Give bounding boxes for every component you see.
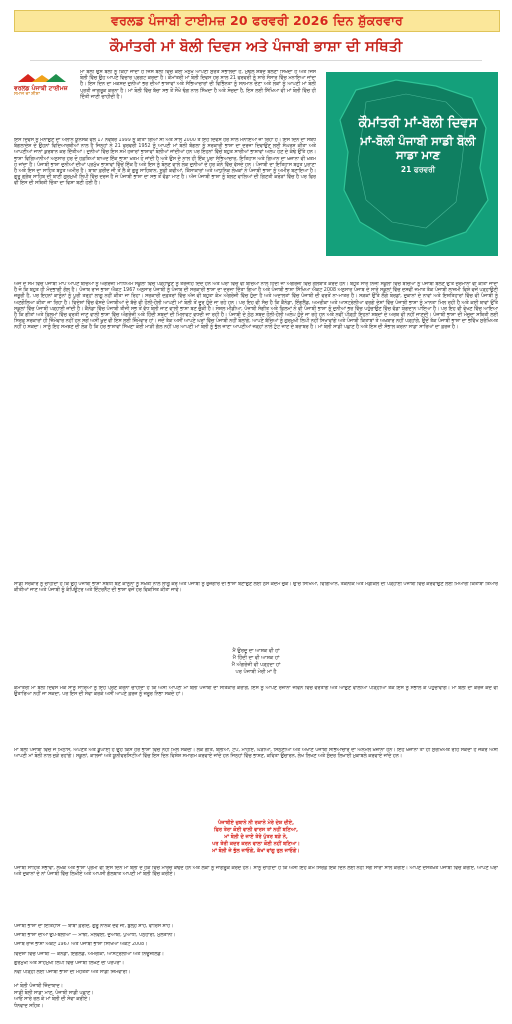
poster-subtitle: ਮਾਂ-ਬੋਲੀ ਪੰਜਾਬੀ ਸਾਡੀ ਬੋਲੀ ਸਾਡਾ ਮਾਣ xyxy=(360,134,476,162)
closing-line: ਧੰਨਵਾਦ ਸਹਿਤ। xyxy=(14,1003,44,1009)
poem-line: ਪਰ ਪੰਜਾਬੀ ਮੇਰੀ ਮਾਂ ਹੈ xyxy=(235,669,277,675)
masthead-banner: ਵਰਲਡ ਪੰਜਾਬੀ ਟਾਈਮਜ਼ 20 ਫਰਵਰੀ 2026 ਦਿਨ ਸ਼ੁੱਕਰਵਾਰ xyxy=(14,10,500,32)
logo-emblem-icon xyxy=(14,71,72,85)
main-paragraph: ਇਸ ਦਿਵਸ ਨੂੰ ਮਨਾਉਣ ਦਾ ਐਲਾਨ ਯੂਨੈਸਕੋ ਵੱਲੋਂ 17 ਨਵੰਬਰ 1999 ਨੂੰ ਕੀਤਾ ਗਿਆ ਸੀ ਅਤੇ ਸਾਲ 2000 ਤੋਂ ਇਹ ਦਿਵਸ ਹਰ ਸਾਲ ਮਨਾਇਆ ਜਾ ਰਿਹਾ ਹੈ। ਇਸ ਦਿਨ ਦਾ ਸੰਬੰਧ ਬੰਗਲਾਦੇਸ਼ ਦੇ ਉਹਨਾਂ ਵਿਦਿਆਰਥੀਆਂ ਨਾਲ ਹੈ ਜਿਨ੍ਹਾਂ ਨੇ 21 ਫਰਵਰੀ 1952 ਨੂੰ ਆਪਣੀ ਮਾਂ ਬੋਲੀ ਬੰਗਲਾ ਨੂੰ ਸਰਕਾਰੀ ਭਾਸ਼ਾ ਦਾ ਦਰਜਾ ਦਿਵਾਉਣ ਲਈ ਸੰਘਰਸ਼ ਕੀਤਾ ਅਤੇ ਆਪਣੀਆਂ ਜਾਨਾਂ ਕੁਰਬਾਨ ਕਰ ਦਿੱਤੀਆਂ। ਦੁਨੀਆਂ ਵਿੱਚ ਇਸ ਸਮੇਂ ਹਜ਼ਾਰਾਂ ਭਾਸ਼ਾਵਾਂ ਬੋਲੀਆਂ ਜਾਂਦੀਆਂ ਹਨ ਪਰ ਇਹਨਾਂ ਵਿੱਚੋਂ ਬਹੁਤ ਸਾਰੀਆਂ ਭਾਸ਼ਾਵਾਂ ਅਲੋਪ ਹੋਣ ਦੇ ਕੰਢੇ ਉੱਤੇ ਹਨ। ਭਾਸ਼ਾ ਵਿਗਿਆਨੀਆਂ ਅਨੁਸਾਰ ਹਰ ਦੋ ਹਫ਼ਤਿਆਂ ਬਾਅਦ ਇੱਕ ਭਾਸ਼ਾ ਖ਼ਤਮ ਹੋ ਜਾਂਦੀ ਹੈ ਅਤੇ ਉਸ ਦੇ ਨਾਲ ਹੀ ਇੱਕ ਪੂਰਾ ਸੱਭਿਆਚਾਰ, ਇਤਿਹਾਸ ਅਤੇ ਗਿਆਨ ਦਾ ਖ਼ਜ਼ਾਨਾ ਵੀ ਖ਼ਤਮ ਹੋ ਜਾਂਦਾ ਹੈ। ਪੰਜਾਬੀ ਭਾਸ਼ਾ ਦੁਨੀਆਂ ਦੀਆਂ ਪ੍ਰਮੁੱਖ ਭਾਸ਼ਾਵਾਂ ਵਿੱਚੋਂ ਇੱਕ ਹੈ ਅਤੇ ਇਸ ਨੂੰ ਬੋਲਣ ਵਾਲੇ ਲੋਕ ਦੁਨੀਆਂ ਦੇ ਹਰ ਕੋਨੇ ਵਿੱਚ ਵੱਸਦੇ ਹਨ। ਪੰਜਾਬੀ ਦਾ ਇਤਿਹਾਸ ਬਹੁਤ ਪੁਰਾਣਾ ਹੈ ਅਤੇ ਇਸ ਦਾ ਸਾਹਿਤ ਬਹੁਤ ਅਮੀਰ ਹੈ। ਬਾਬਾ ਫ਼ਰੀਦ ਜੀ ਤੋਂ ਲੈ ਕੇ ਗੁਰੂ ਸਾਹਿਬਾਨ, ਸੂਫ਼ੀ ਕਵੀਆਂ, ਕਿੱਸਾਕਾਰਾਂ ਅਤੇ ਆਧੁਨਿਕ ਲੇਖਕਾਂ ਨੇ ਪੰਜਾਬੀ ਭਾਸ਼ਾ ਨੂੰ ਅਮੀਰ ਬਣਾਇਆ ਹੈ। ਗੁਰੂ ਗ੍ਰੰਥ ਸਾਹਿਬ ਦੀ ਬਾਣੀ ਗੁਰਮੁਖੀ ਲਿਪੀ ਵਿੱਚ ਦਰਜ ਹੈ ਜੋ ਪੰਜਾਬੀ ਭਾਸ਼ਾ ਦਾ ਸਭ ਤੋਂ ਵੱਡਾ ਮਾਣ ਹੈ। ਅੱਜ ਪੰਜਾਬੀ ਭਾਸ਼ਾ ਨੂੰ ਬੋਲਣ ਵਾਲਿਆਂ ਦੀ ਗਿਣਤੀ ਕਰੋੜਾਂ ਵਿੱਚ ਹੈ ਪਰ ਫਿਰ ਵੀ ਇਸ ਦੀ ਸਥਿਤੀ ਚਿੰਤਾ ਦਾ ਵਿਸ਼ਾ ਬਣੀ ਹੋਈ ਹੈ। xyxy=(14,138,316,187)
poem-line: ਫਿਰ ਤੇਰਾ ਕੋਈ ਵਾਲੀ ਵਾਰਸ ਤਾਂ ਨਹੀਂ ਬਣਿਆ, xyxy=(213,827,299,833)
poem-stanza-2 xyxy=(0,820,512,855)
list-item: ਨਵੀਂ ਪੀੜ੍ਹੀ ਲਈ ਪੰਜਾਬੀ ਭਾਸ਼ਾ ਦੀ ਮਹੱਤਤਾ ਅਤੇ ਸਾਡੀ ਜ਼ਿੰਮੇਵਾਰੀ। xyxy=(14,969,131,975)
poster-title: ਕੌਮਾਂਤਰੀ ਮਾਂ-ਬੋਲੀ ਦਿਵਸ xyxy=(358,116,478,131)
headline-divider xyxy=(30,60,482,61)
body-paragraph-3: ਕੌਮਾਂਤਰੀ ਮਾਂ ਬੋਲੀ ਦਿਵਸ ਮੌਕੇ ਸਾਨੂੰ ਸਾਰਿਆਂ ਨੂੰ ਇਹ ਪ੍ਰਣ ਕਰਨਾ ਚਾਹੀਦਾ ਹੈ ਕਿ ਅਸੀਂ ਆਪਣੀ ਮਾਂ ਬੋਲੀ ਪੰਜਾਬੀ ਦਾ ਸਤਿਕਾਰ ਕਰਾਂਗੇ, ਇਸ ਨੂੰ ਆਪਣੇ ਰੋਜ਼ਾਨਾ ਜੀਵਨ ਵਿੱਚ ਵਰਤਾਂਗੇ ਅਤੇ ਆਉਣ ਵਾਲੀਆਂ ਪੀੜ੍ਹੀਆਂ ਤੱਕ ਇਸ ਨੂੰ ਸੰਭਾਲ ਕੇ ਪਹੁੰਚਾਵਾਂਗੇ। ਮਾਂ ਬੋਲੀ ਦਾ ਕਰਜ਼ ਕਦੇ ਵੀ ਉਤਾਰਿਆ ਨਹੀਂ ਜਾ ਸਕਦਾ, ਪਰ ਇਸ ਦੀ ਸੇਵਾ ਕਰਕੇ ਅਸੀਂ ਆਪਣੇ ਫ਼ਰਜ਼ ਨੂੰ ਜ਼ਰੂਰ ਨਿਭਾ ਸਕਦੇ ਹਾਂ। xyxy=(14,686,498,698)
article-headline: ਕੌਮਾਂਤਰੀ ਮਾਂ ਬੋਲੀ ਦਿਵਸ ਅਤੇ ਪੰਜਾਬੀ ਭਾਸ਼ਾ ਦੀ ਸਥਿਤੀ xyxy=(109,39,403,55)
body-paragraph-2: ਸਾਡੀ ਸਰਕਾਰ ਨੂੰ ਚਾਹੀਦਾ ਹੈ ਕਿ ਉਹ ਪੰਜਾਬੀ ਭਾਸ਼ਾ ਸੰਬੰਧੀ ਬਣੇ ਕਾਨੂੰਨਾਂ ਨੂੰ ਸਖ਼ਤੀ ਨਾਲ ਲਾਗੂ ਕਰੇ ਅਤੇ ਪੰਜਾਬੀ ਨੂੰ ਰੁਜ਼ਗਾਰ ਦੀ ਭਾਸ਼ਾ ਬਣਾਉਣ ਲਈ ਠੋਸ ਕਦਮ ਚੁੱਕੇ। ਉੱਚ ਸਿੱਖਿਆ, ਵਿਗਿਆਨ, ਤਕਨੀਕ ਅਤੇ ਮੈਡੀਕਲ ਦੀ ਪੜ੍ਹਾਈ ਪੰਜਾਬੀ ਵਿੱਚ ਕਰਵਾਉਣ ਲਈ ਮਿਆਰੀ ਕਿਤਾਬਾਂ ਤਿਆਰ ਕੀਤੀਆਂ ਜਾਣ ਅਤੇ ਪੰਜਾਬੀ ਨੂੰ ਕੰਪਿਊਟਰ ਅਤੇ ਇੰਟਰਨੈੱਟ ਦੀ ਭਾਸ਼ਾ ਵਜੋਂ ਹੋਰ ਵਿਕਸਿਤ ਕੀਤਾ ਜਾਵੇ। xyxy=(14,582,498,594)
body-paragraph-1: ਅੱਜ ਦੇ ਸਮੇਂ ਵਿੱਚ ਪੰਜਾਬੀ ਮਾਪੇ ਆਪਣੇ ਬੱਚਿਆਂ ਨੂੰ ਅੰਗਰੇਜ਼ੀ ਮਾਧਿਅਮ ਸਕੂਲਾਂ ਵਿੱਚ ਪੜ੍ਹਾਉਣ ਨੂੰ ਤਰਜੀਹ ਦਿੰਦੇ ਹਨ ਅਤੇ ਘਰਾਂ ਵਿੱਚ ਵੀ ਬੱਚਿਆਂ ਨਾਲ ਹਿੰਦੀ ਜਾਂ ਅੰਗਰੇਜ਼ੀ ਵਿੱਚ ਗੱਲਬਾਤ ਕਰਦੇ ਹਨ। ਬਹੁਤ ਸਾਰੇ ਨਿੱਜੀ ਸਕੂਲਾਂ ਵਿੱਚ ਬੱਚਿਆਂ ਨੂੰ ਪੰਜਾਬੀ ਬੋਲਣ ਉੱਤੇ ਜੁਰਮਾਨਾ ਵੀ ਕੀਤਾ ਜਾਂਦਾ ਹੈ ਜੋ ਕਿ ਬਹੁਤ ਹੀ ਮੰਦਭਾਗੀ ਗੱਲ ਹੈ। ਪੰਜਾਬ ਰਾਜ ਭਾਸ਼ਾ ਐਕਟ 1967 ਅਨੁਸਾਰ ਪੰਜਾਬੀ ਨੂੰ ਪੰਜਾਬ ਦੀ ਸਰਕਾਰੀ ਭਾਸ਼ਾ ਦਾ ਦਰਜਾ ਦਿੱਤਾ ਗਿਆ ਹੈ ਅਤੇ ਪੰਜਾਬੀ ਭਾਸ਼ਾ ਸਿੱਖਿਆ ਐਕਟ 2008 ਅਨੁਸਾਰ ਪੰਜਾਬ ਦੇ ਸਾਰੇ ਸਕੂਲਾਂ ਵਿੱਚ ਦਸਵੀਂ ਜਮਾਤ ਤੱਕ ਪੰਜਾਬੀ ਲਾਜ਼ਮੀ ਵਿਸ਼ੇ ਵਜੋਂ ਪੜ੍ਹਾਉਣੀ ਜ਼ਰੂਰੀ ਹੈ, ਪਰ ਇਹਨਾਂ ਕਾਨੂੰਨਾਂ ਨੂੰ ਪੂਰੀ ਤਰ੍ਹਾਂ ਲਾਗੂ ਨਹੀਂ ਕੀਤਾ ਜਾ ਰਿਹਾ। ਸਰਕਾਰੀ ਦਫ਼ਤਰਾਂ ਵਿੱਚ ਅੱਜ ਵੀ ਬਹੁਤਾ ਕੰਮ ਅੰਗਰੇਜ਼ੀ ਵਿੱਚ ਹੁੰਦਾ ਹੈ ਅਤੇ ਅਦਾਲਤਾਂ ਵਿੱਚ ਪੰਜਾਬੀ ਦੀ ਵਰਤੋਂ ਨਾ-ਮਾਤਰ ਹੈ। ਸੜਕਾਂ ਉੱਤੇ ਲੱਗੇ ਬੋਰਡਾਂ, ਦੁਕਾਨਾਂ ਦੇ ਨਾਵਾਂ ਅਤੇ ਇਸ਼ਤਿਹਾਰਾਂ ਵਿੱਚ ਵੀ ਪੰਜਾਬੀ ਨੂੰ ਅਣਗੌਲਿਆ ਕੀਤਾ ਜਾ ਰਿਹਾ ਹੈ। ਵਿਦੇਸ਼ਾਂ ਵਿੱਚ ਵੱਸਦੇ ਪੰਜਾਬੀਆਂ ਦੇ ਬੱਚੇ ਵੀ ਹੌਲੀ-ਹੌਲੀ ਆਪਣੀ ਮਾਂ ਬੋਲੀ ਤੋਂ ਦੂਰ ਹੁੰਦੇ ਜਾ ਰਹੇ ਹਨ। ਪਰ ਇਹ ਵੀ ਸੱਚ ਹੈ ਕਿ ਕੈਨੇਡਾ, ਇੰਗਲੈਂਡ, ਅਮਰੀਕਾ ਅਤੇ ਆਸਟ੍ਰੇਲੀਆ ਵਰਗੇ ਦੇਸ਼ਾਂ ਵਿੱਚ ਪੰਜਾਬੀ ਭਾਸ਼ਾ ਨੂੰ ਮਾਨਤਾ ਮਿਲ ਰਹੀ ਹੈ ਅਤੇ ਕਈ ਥਾਵਾਂ ਉੱਤੇ ਸਕੂਲਾਂ ਵਿੱਚ ਪੰਜਾਬੀ ਪੜ੍ਹਾਈ ਜਾਂਦੀ ਹੈ। ਕੈਨੇਡਾ ਵਿੱਚ ਪੰਜਾਬੀ ਤੀਜੀ ਸਭ ਤੋਂ ਵੱਧ ਬੋਲੀ ਜਾਣ ਵਾਲੀ ਭਾਸ਼ਾ ਬਣ ਚੁੱਕੀ ਹੈ। ਸੋਸ਼ਲ ਮੀਡੀਆ, ਪੰਜਾਬੀ ਸੰਗੀਤ ਅਤੇ ਫ਼ਿਲਮਾਂ ਨੇ ਵੀ ਪੰਜਾਬੀ ਭਾਸ਼ਾ ਨੂੰ ਦੁਨੀਆਂ ਭਰ ਵਿੱਚ ਪਹੁੰਚਾਉਣ ਵਿੱਚ ਵੱਡਾ ਯੋਗਦਾਨ ਪਾਇਆ ਹੈ। ਪਰ ਇਹ ਵੀ ਵੇਖਣ ਵਿੱਚ ਆਇਆ ਹੈ ਕਿ ਗੀਤਾਂ ਅਤੇ ਫ਼ਿਲਮਾਂ ਵਿੱਚ ਵਰਤੀ ਜਾਣ ਵਾਲੀ ਭਾਸ਼ਾ ਵਿੱਚ ਅੰਗਰੇਜ਼ੀ ਅਤੇ ਹਿੰਦੀ ਸ਼ਬਦਾਂ ਦੀ ਮਿਲਾਵਟ ਵਧਦੀ ਜਾ ਰਹੀ ਹੈ। ਪੰਜਾਬੀ ਦੇ ਠੇਠ ਸ਼ਬਦ ਹੌਲੀ-ਹੌਲੀ ਅਲੋਪ ਹੁੰਦੇ ਜਾ ਰਹੇ ਹਨ ਅਤੇ ਨਵੀਂ ਪੀੜ੍ਹੀ ਇਹਨਾਂ ਸ਼ਬਦਾਂ ਦੇ ਅਰਥ ਵੀ ਨਹੀਂ ਜਾਣਦੀ। ਪੰਜਾਬੀ ਭਾਸ਼ਾ ਦੀ ਮੌਜੂਦਾ ਸਥਿਤੀ ਲਈ ਸਿਰਫ਼ ਸਰਕਾਰਾਂ ਹੀ ਜ਼ਿੰਮੇਵਾਰ ਨਹੀਂ ਹਨ ਸਗੋਂ ਅਸੀਂ ਖ਼ੁਦ ਵੀ ਇਸ ਲਈ ਜ਼ਿੰਮੇਵਾਰ ਹਾਂ। ਜਦੋਂ ਤੱਕ ਅਸੀਂ ਆਪਣੇ ਘਰਾਂ ਵਿੱਚ ਪੰਜਾਬੀ ਨਹੀਂ ਬੋਲਾਂਗੇ, ਆਪਣੇ ਬੱਚਿਆਂ ਨੂੰ ਗੁਰਮੁਖੀ ਲਿਪੀ ਨਹੀਂ ਸਿਖਾਵਾਂਗੇ ਅਤੇ ਪੰਜਾਬੀ ਕਿਤਾਬਾਂ ਤੇ ਅਖ਼ਬਾਰ ਨਹੀਂ ਪੜ੍ਹਾਂਗੇ, ਉਦੋਂ ਤੱਕ ਪੰਜਾਬੀ ਭਾਸ਼ਾ ਦਾ ਭਵਿੱਖ ਸੁਰੱਖਿਅਤ ਨਹੀਂ ਹੋ ਸਕਦਾ। ਸਾਨੂੰ ਇਹ ਸਮਝਣ ਦੀ ਲੋੜ ਹੈ ਕਿ ਹੋਰ ਭਾਸ਼ਾਵਾਂ ਸਿੱਖਣਾ ਕੋਈ ਮਾੜੀ ਗੱਲ ਨਹੀਂ ਪਰ ਆਪਣੀ ਮਾਂ ਬੋਲੀ ਨੂੰ ਭੁੱਲ ਜਾਣਾ ਆਪਣੀਆਂ ਜੜ੍ਹਾਂ ਨਾਲੋਂ ਟੁੱਟ ਜਾਣ ਦੇ ਬਰਾਬਰ ਹੈ। ਮਾਂ ਬੋਲੀ ਸਾਡੀ ਪਛਾਣ ਹੈ ਅਤੇ ਇਸ ਦੀ ਸੰਭਾਲ ਕਰਨਾ ਸਾਡਾ ਸਾਰਿਆਂ ਦਾ ਫ਼ਰਜ਼ ਹੈ। xyxy=(14,282,498,331)
list-item: ਪੰਜਾਬ ਰਾਜ ਭਾਸ਼ਾ ਐਕਟ 1967 ਅਤੇ ਪੰਜਾਬੀ ਭਾਸ਼ਾ ਸਿੱਖਿਆ ਐਕਟ 2008। xyxy=(14,942,148,948)
poster-date: 21 ਫਰਵਰੀ xyxy=(400,165,436,174)
body-paragraph-4: ਮਾਂ ਬੋਲੀ ਪੰਜਾਬੀ ਵਿੱਚ ਜੋ ਮਿਠਾਸ, ਅਪਣੱਤ ਅਤੇ ਡੂੰਘਾਈ ਹੈ ਉਹ ਕਿਸੇ ਹੋਰ ਭਾਸ਼ਾ ਵਿੱਚ ਨਹੀਂ ਮਿਲ ਸਕਦੀ। ਲੋਕ ਗੀਤ, ਬੋਲੀਆਂ, ਟੱਪੇ, ਮਾਹੀਏ, ਘੋੜੀਆਂ, ਸਿੱਠਣੀਆਂ ਅਤੇ ਅਖਾਣ ਪੰਜਾਬੀ ਸੱਭਿਆਚਾਰ ਦਾ ਅਨਮੋਲ ਖ਼ਜ਼ਾਨਾ ਹਨ। ਇਹ ਖ਼ਜ਼ਾਨਾ ਤਾਂ ਹੀ ਸੁਰੱਖਿਅਤ ਰਹਿ ਸਕਦਾ ਹੈ ਜੇਕਰ ਅਸੀਂ ਆਪਣੀ ਮਾਂ ਬੋਲੀ ਨਾਲ ਜੁੜੇ ਰਹਾਂਗੇ। ਸਕੂਲਾਂ, ਕਾਲਜਾਂ ਅਤੇ ਯੂਨੀਵਰਸਿਟੀਆਂ ਵਿੱਚ ਇਸ ਦਿਨ ਵਿਸ਼ੇਸ਼ ਸਮਾਗਮ ਕਰਵਾਏ ਜਾਂਦੇ ਹਨ ਜਿਨ੍ਹਾਂ ਵਿੱਚ ਭਾਸ਼ਣ, ਕਵਿਤਾ ਉਚਾਰਨ, ਲੇਖ ਲਿਖਣ ਅਤੇ ਸੁੰਦਰ ਲਿਖਾਈ ਮੁਕਾਬਲੇ ਕਰਵਾਏ ਜਾਂਦੇ ਹਨ। xyxy=(14,748,498,760)
poem-line: ਮਾਂ ਬੋਲੀ ਜੇ ਭੁੱਲ ਜਾਓਗੇ, ਕੱਖਾਂ ਵਾਂਗੂ ਰੁਲ ਜਾਓਗੇ। xyxy=(212,848,300,854)
list-item: ਵਿਦੇਸ਼ਾਂ ਵਿੱਚ ਪੰਜਾਬੀ — ਕੈਨੇਡਾ, ਇੰਗਲੈਂਡ, ਅਮਰੀਕਾ, ਆਸਟ੍ਰੇਲੀਆ ਅਤੇ ਨਿਊਜ਼ੀਲੈਂਡ। xyxy=(14,951,164,957)
closing-lines xyxy=(14,984,314,1010)
topic-list xyxy=(14,924,498,979)
list-item: ਪੰਜਾਬੀ ਭਾਸ਼ਾ ਦਾ ਇਤਿਹਾਸ — ਬਾਬਾ ਫ਼ਰੀਦ, ਗੁਰੂ ਨਾਨਕ ਦੇਵ ਜੀ, ਬੁੱਲ੍ਹੇ ਸ਼ਾਹ, ਵਾਰਿਸ ਸ਼ਾਹ। xyxy=(14,924,174,929)
poem-line: ਮੈਂ ਅੰਗਰੇਜ਼ੀ ਵੀ ਪੜ੍ਹਦਾ ਹਾਂ xyxy=(231,662,281,668)
logo-name: ਵਰਲਡ ਪੰਜਾਬੀ ਟਾਈਮਜ਼ xyxy=(14,85,68,92)
intro-paragraph: ਮਾਂ ਬੋਲੀ ਉਸ ਬੋਲੀ ਨੂੰ ਕਿਹਾ ਜਾਂਦਾ ਹੈ ਜਿਸ ਬੋਲੀ ਵਿੱਚ ਕੋਈ ਮਨੁੱਖ ਆਪਣੀ ਸੁਰਤ ਸੰਭਾਲਦਾ ਹੈ, ਮੁਢਲੇ ਸ਼ਬਦ ਬੋਲਣਾ ਸਿੱਖਦਾ ਹੈ ਅਤੇ ਜਿਸ ਬੋਲੀ ਵਿੱਚ ਉਹ ਆਪਣੇ ਵਿਚਾਰ ਪ੍ਰਗਟ ਕਰਦਾ ਹੈ। ਕੌਮਾਂਤਰੀ ਮਾਂ ਬੋਲੀ ਦਿਵਸ ਹਰ ਸਾਲ 21 ਫਰਵਰੀ ਨੂੰ ਸਾਰੇ ਸੰਸਾਰ ਵਿੱਚ ਮਨਾਇਆ ਜਾਂਦਾ ਹੈ। ਇਸ ਦਿਨ ਦਾ ਮਕਸਦ ਦੁਨੀਆਂ ਭਰ ਦੀਆਂ ਭਾਸ਼ਾਵਾਂ ਅਤੇ ਸੱਭਿਆਚਾਰਾਂ ਦੀ ਵਿਭਿੰਨਤਾ ਨੂੰ ਸਨਮਾਨ ਦੇਣਾ ਅਤੇ ਲੋਕਾਂ ਨੂੰ ਆਪਣੀ ਮਾਂ ਬੋਲੀ ਪ੍ਰਤੀ ਜਾਗਰੂਕ ਕਰਨਾ ਹੈ। ਮਾਂ ਬੋਲੀ ਵਿੱਚ ਬੱਚਾ ਸਭ ਤੋਂ ਸੌਖੇ ਢੰਗ ਨਾਲ ਸਿੱਖਦਾ ਹੈ ਅਤੇ ਸੋਚਦਾ ਹੈ, ਇਸ ਲਈ ਸਿੱਖਿਆ ਵੀ ਮਾਂ ਬੋਲੀ ਵਿੱਚ ਹੀ ਦਿੱਤੀ ਜਾਣੀ ਚਾਹੀਦੀ ਹੈ। xyxy=(80,70,316,100)
poem-line: ਮੈਂ ਉਰਦੂ ਦਾ ਆਸ਼ਕ ਵੀ ਹਾਂ xyxy=(232,648,280,654)
newspaper-logo xyxy=(14,71,72,98)
poster-text xyxy=(352,116,484,175)
poem-line: ਮਾਂ ਬੋਲੀ ਦੇ ਜਾਏ ਤੇਰੇ ਪੁੱਤਰ ਬੜੇ ਨੇ, xyxy=(224,834,288,840)
poem-line: ਮੈਂ ਹਿੰਦੀ ਦਾ ਵੀ ਆਸ਼ਕ ਹਾਂ xyxy=(232,655,280,661)
list-item: ਗੁਰਮੁਖੀ ਅਤੇ ਸ਼ਾਹਮੁਖੀ ਲਿਪੀ ਵਿੱਚ ਪੰਜਾਬੀ ਲਿਖਣ ਦੀ ਪਰੰਪਰਾ। xyxy=(14,960,124,966)
poem-line: ਪਰ ਤੇਰੀ ਕਦਰ ਕਰਨ ਵਾਲਾ ਕੋਈ ਨਹੀਂ ਬਣਿਆ। xyxy=(212,841,300,847)
logo-tagline: ਸਮਾਜ ਦਾ ਸ਼ੀਸ਼ਾ xyxy=(14,92,40,97)
poem-stanza-1 xyxy=(0,648,512,676)
closing-line: ਸਾਡੀ ਬੋਲੀ ਸਾਡਾ ਮਾਣ, ਪੰਜਾਬੀ ਸਾਡੀ ਪਛਾਣ। xyxy=(14,990,94,996)
body-paragraph-5: ਪੰਜਾਬੀ ਸਾਹਿਤ ਸਭਾਵਾਂ, ਲੇਖਕ ਅਤੇ ਭਾਸ਼ਾ ਪ੍ਰੇਮੀ ਵੀ ਇਸ ਦਿਨ ਮਾਂ ਬੋਲੀ ਦੇ ਹੱਕ ਵਿੱਚ ਮਾਰਚ ਕੱਢਦੇ ਹਨ ਅਤੇ ਲੋਕਾਂ ਨੂੰ ਜਾਗਰੂਕ ਕਰਦੇ ਹਨ। ਸਾਨੂੰ ਚਾਹੀਦਾ ਹੈ ਕਿ ਅਸੀਂ ਇਹ ਕੰਮ ਸਿਰਫ਼ ਇੱਕ ਦਿਨ ਲਈ ਨਹੀਂ ਸਗੋਂ ਸਾਰਾ ਸਾਲ ਕਰੀਏ। ਆਪਣੇ ਦਸਤਖ਼ਤ ਪੰਜਾਬੀ ਵਿੱਚ ਕਰੀਏ, ਆਪਣੇ ਘਰਾਂ ਅਤੇ ਦੁਕਾਨਾਂ ਦੇ ਨਾਂ ਪੰਜਾਬੀ ਵਿੱਚ ਲਿਖੀਏ ਅਤੇ ਆਪਸੀ ਗੱਲਬਾਤ ਆਪਣੀ ਮਾਂ ਬੋਲੀ ਵਿੱਚ ਕਰੀਏ। xyxy=(14,866,498,878)
closing-line: ਮਾਂ ਬੋਲੀ ਪੰਜਾਬੀ ਜ਼ਿੰਦਾਬਾਦ। xyxy=(14,984,63,989)
closing-line: ਆਓ ਸਾਰੇ ਰਲ ਕੇ ਮਾਂ ਬੋਲੀ ਦੀ ਸੇਵਾ ਕਰੀਏ। xyxy=(14,997,91,1002)
mother-language-day-poster xyxy=(326,72,498,256)
list-item: ਪੰਜਾਬੀ ਭਾਸ਼ਾ ਦੀਆਂ ਉਪ-ਬੋਲੀਆਂ — ਮਾਝੀ, ਮਲਵਈ, ਦੁਆਬੀ, ਪੁਆਧੀ, ਪੋਠੋਹਾਰੀ, ਮੁਲਤਾਨੀ। xyxy=(14,933,176,939)
poem-line: ਪੰਜਾਬੀਏ ਜ਼ੁਬਾਨੇ ਨੀ ਰਕਾਨੇ ਮੇਰੇ ਦੇਸ਼ ਦੀਏ, xyxy=(217,820,294,826)
